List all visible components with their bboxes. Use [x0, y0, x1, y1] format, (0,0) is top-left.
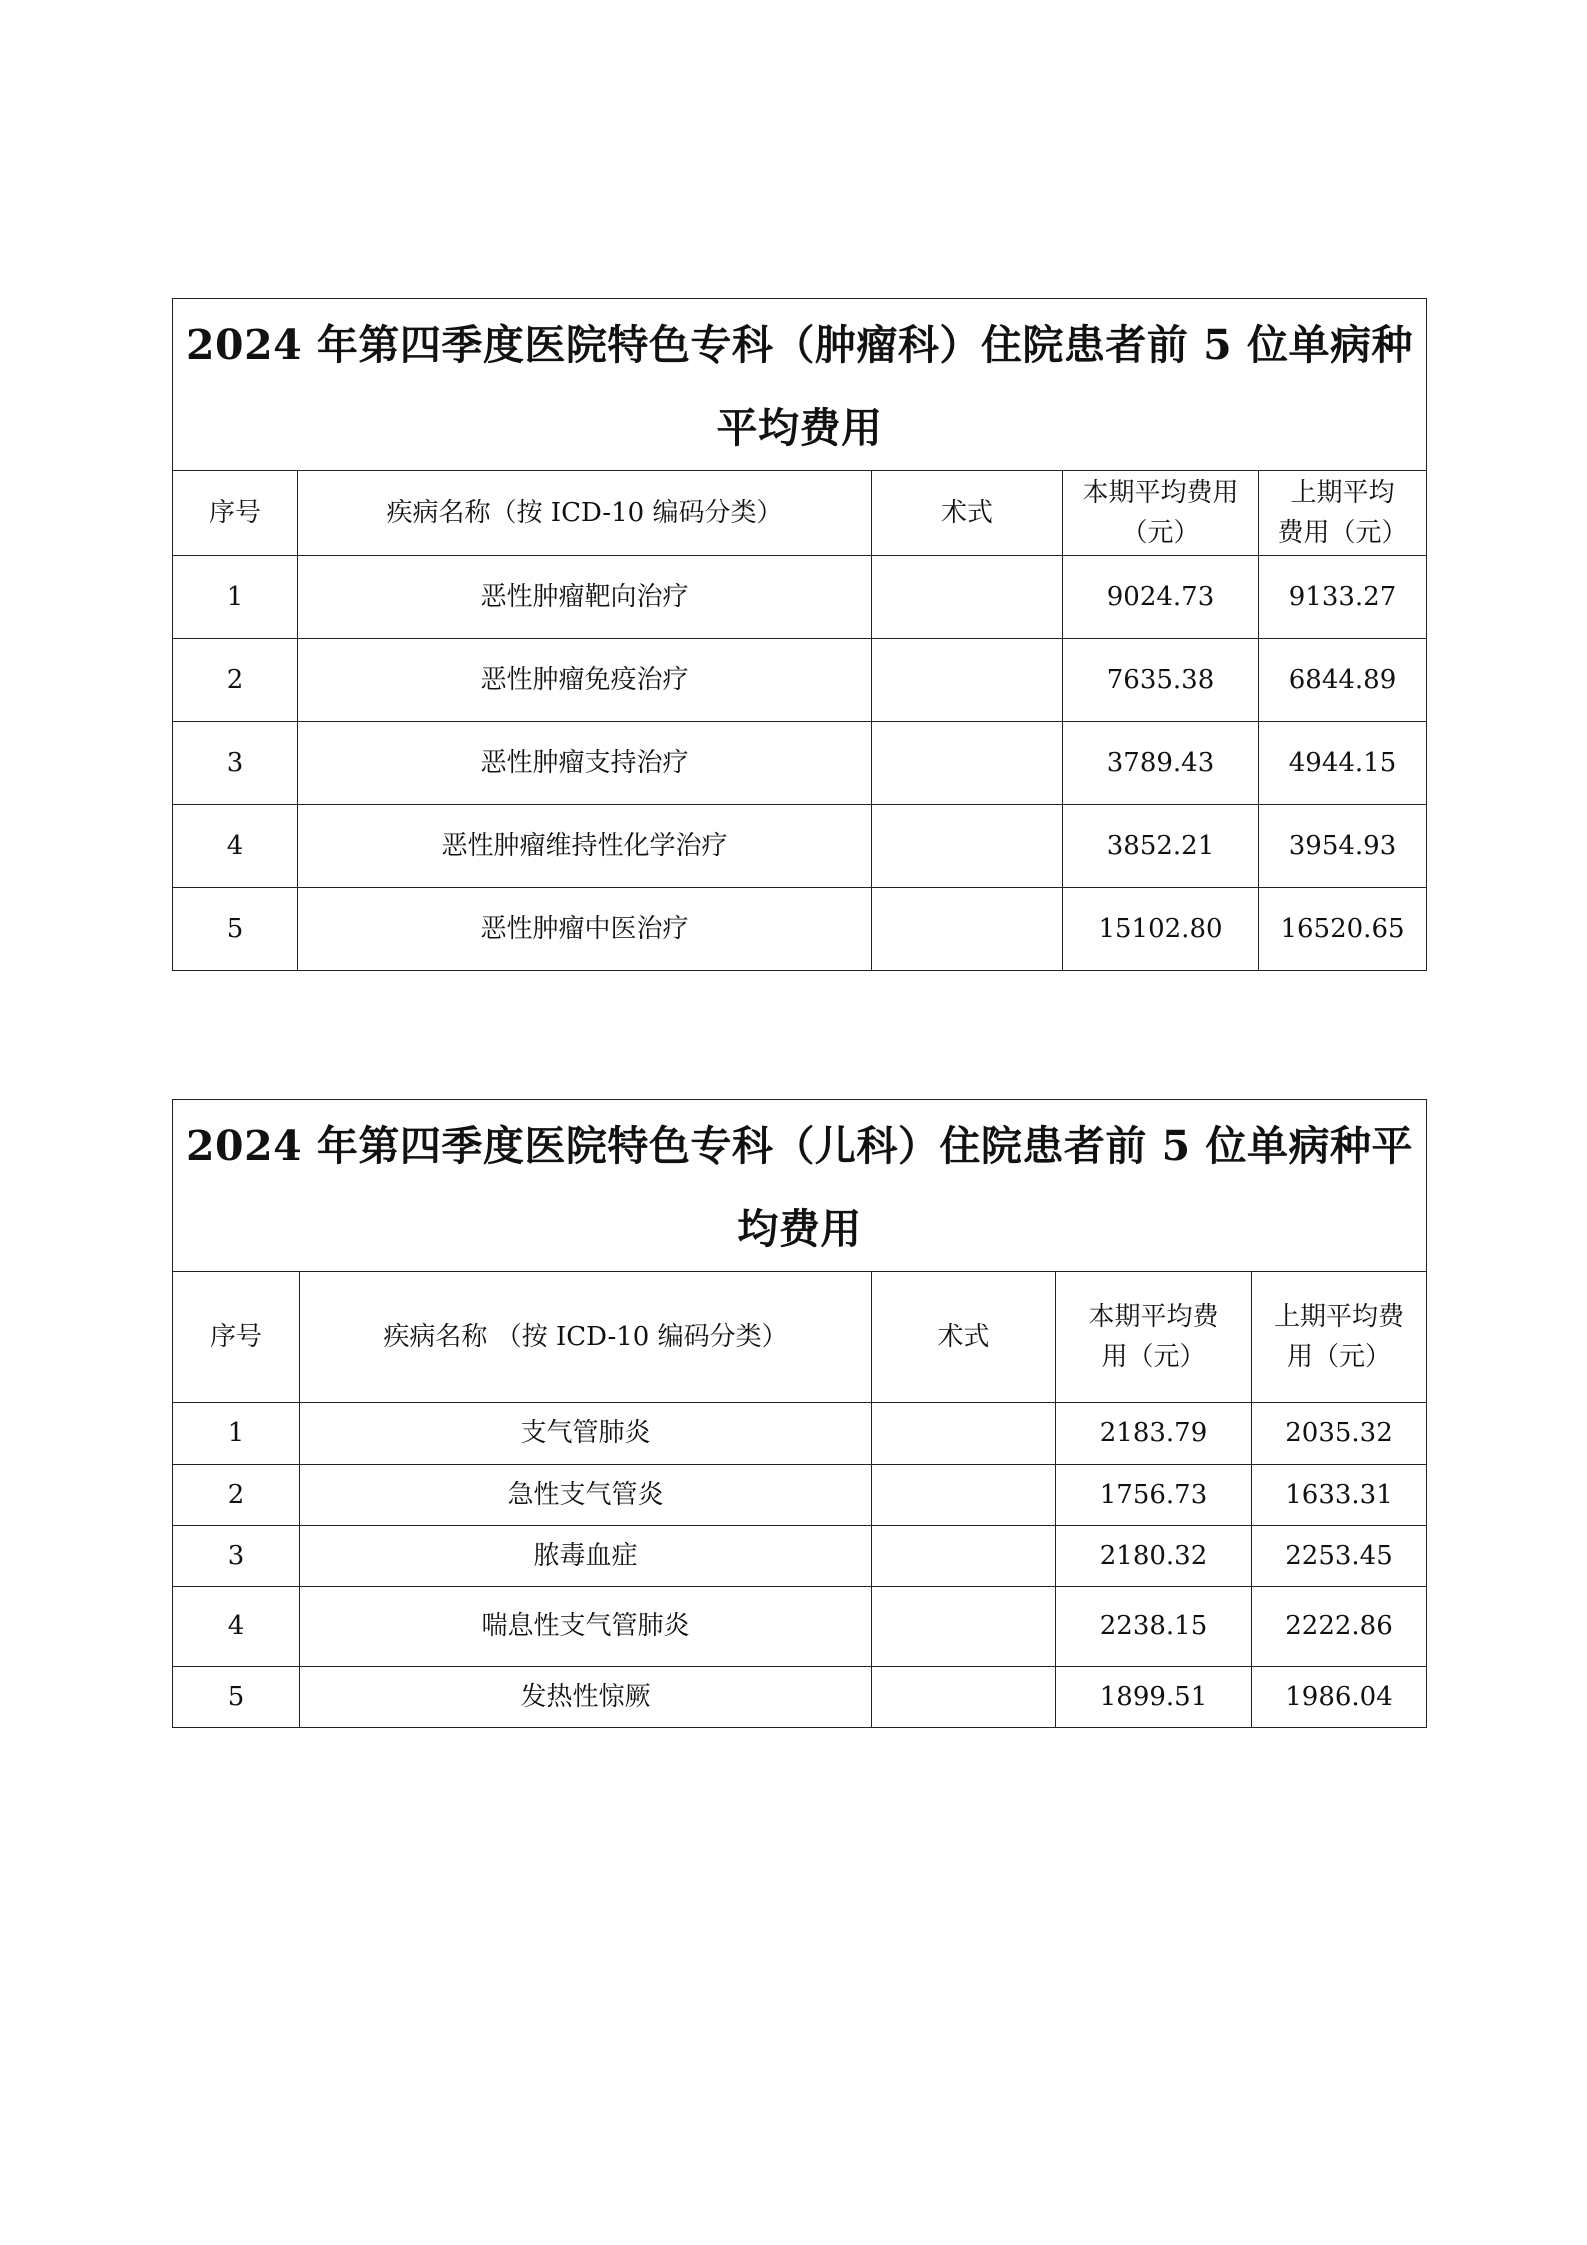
table-row — [173, 1667, 1427, 1728]
cell-procedure — [872, 1587, 1056, 1667]
header-previous-cost-line2: 费用（元） — [1277, 518, 1408, 548]
table-row — [173, 639, 1427, 722]
header-current-cost-line2: （元） — [1121, 518, 1200, 548]
cell-disease: 脓毒血症 — [300, 1526, 872, 1587]
table-row — [173, 1526, 1427, 1587]
table-title-line2: 均费用 — [737, 1204, 862, 1253]
cell-current-cost: 3789.43 — [1063, 722, 1259, 805]
cell-disease: 恶性肿瘤支持治疗 — [298, 722, 872, 805]
header-current-cost-line2: 用（元） — [1101, 1342, 1206, 1372]
cell-previous-cost: 4944.15 — [1259, 722, 1427, 805]
cell-previous-cost: 2253.45 — [1252, 1526, 1427, 1587]
cell-disease: 恶性肿瘤中医治疗 — [298, 888, 872, 971]
header-previous-cost — [1252, 1272, 1427, 1403]
cell-disease: 支气管肺炎 — [300, 1403, 872, 1465]
header-procedure: 术式 — [872, 471, 1063, 556]
cell-index: 2 — [173, 1465, 300, 1526]
oncology-cost-table — [172, 298, 1427, 971]
header-current-cost — [1063, 471, 1259, 556]
pediatrics-cost-table — [172, 1099, 1427, 1728]
table-row — [173, 888, 1427, 971]
table-title — [173, 299, 1427, 471]
header-previous-cost-line1: 上期平均 — [1290, 477, 1395, 508]
header-row — [173, 1272, 1427, 1403]
cell-procedure — [872, 1526, 1056, 1587]
table-row — [173, 1587, 1427, 1667]
header-row — [173, 471, 1427, 556]
cell-procedure — [872, 805, 1063, 888]
table-row — [173, 556, 1427, 639]
cell-previous-cost: 1633.31 — [1252, 1465, 1427, 1526]
header-disease: 疾病名称（按 ICD-10 编码分类） — [298, 471, 872, 556]
cell-previous-cost: 1986.04 — [1252, 1667, 1427, 1728]
table-title-line1: 2024 年第四季度医院特色专科（肿瘤科）住院患者前 5 位单病种 — [186, 320, 1413, 369]
header-current-cost-line1: 本期平均费 — [1088, 1301, 1219, 1332]
cell-disease: 喘息性支气管肺炎 — [300, 1587, 872, 1667]
cell-procedure — [872, 639, 1063, 722]
header-previous-cost — [1259, 471, 1427, 556]
cell-current-cost: 15102.80 — [1063, 888, 1259, 971]
cell-index: 3 — [173, 722, 298, 805]
cell-previous-cost: 9133.27 — [1259, 556, 1427, 639]
cell-disease: 急性支气管炎 — [300, 1465, 872, 1526]
cell-procedure — [872, 722, 1063, 805]
cell-procedure — [872, 1465, 1056, 1526]
cell-current-cost: 2180.32 — [1056, 1526, 1252, 1587]
cell-disease: 恶性肿瘤靶向治疗 — [298, 556, 872, 639]
cell-disease: 恶性肿瘤维持性化学治疗 — [298, 805, 872, 888]
cell-index: 2 — [173, 639, 298, 722]
cell-index: 4 — [173, 1587, 300, 1667]
header-disease: 疾病名称 （按 ICD-10 编码分类） — [300, 1272, 872, 1403]
cell-disease: 恶性肿瘤免疫治疗 — [298, 639, 872, 722]
header-previous-cost-line2: 用（元） — [1286, 1342, 1391, 1372]
cell-current-cost: 7635.38 — [1063, 639, 1259, 722]
header-procedure: 术式 — [872, 1272, 1056, 1403]
header-previous-cost-line1: 上期平均费 — [1273, 1301, 1404, 1332]
cell-current-cost: 2183.79 — [1056, 1403, 1252, 1465]
cell-previous-cost: 6844.89 — [1259, 639, 1427, 722]
header-index: 序号 — [173, 1272, 300, 1403]
cell-previous-cost: 16520.65 — [1259, 888, 1427, 971]
table-row — [173, 805, 1427, 888]
table-title-line2: 平均费用 — [716, 403, 883, 452]
header-index: 序号 — [173, 471, 298, 556]
cell-current-cost: 1899.51 — [1056, 1667, 1252, 1728]
cell-previous-cost: 2222.86 — [1252, 1587, 1427, 1667]
cell-index: 1 — [173, 556, 298, 639]
cell-procedure — [872, 556, 1063, 639]
header-current-cost — [1056, 1272, 1252, 1403]
cell-current-cost: 2238.15 — [1056, 1587, 1252, 1667]
cell-index: 5 — [173, 888, 298, 971]
table-row — [173, 1403, 1427, 1465]
cell-index: 5 — [173, 1667, 300, 1728]
cell-current-cost: 3852.21 — [1063, 805, 1259, 888]
cell-current-cost: 1756.73 — [1056, 1465, 1252, 1526]
cell-index: 1 — [173, 1403, 300, 1465]
cell-current-cost: 9024.73 — [1063, 556, 1259, 639]
header-current-cost-line1: 本期平均费用 — [1082, 477, 1239, 508]
table-row — [173, 722, 1427, 805]
cell-previous-cost: 2035.32 — [1252, 1403, 1427, 1465]
table-title-line1: 2024 年第四季度医院特色专科（儿科）住院患者前 5 位单病种平 — [186, 1121, 1413, 1170]
cell-index: 3 — [173, 1526, 300, 1587]
cell-procedure — [872, 1667, 1056, 1728]
cell-previous-cost: 3954.93 — [1259, 805, 1427, 888]
cell-disease: 发热性惊厥 — [300, 1667, 872, 1728]
cell-index: 4 — [173, 805, 298, 888]
table-title — [173, 1100, 1427, 1272]
cell-procedure — [872, 1403, 1056, 1465]
table-row — [173, 1465, 1427, 1526]
cell-procedure — [872, 888, 1063, 971]
